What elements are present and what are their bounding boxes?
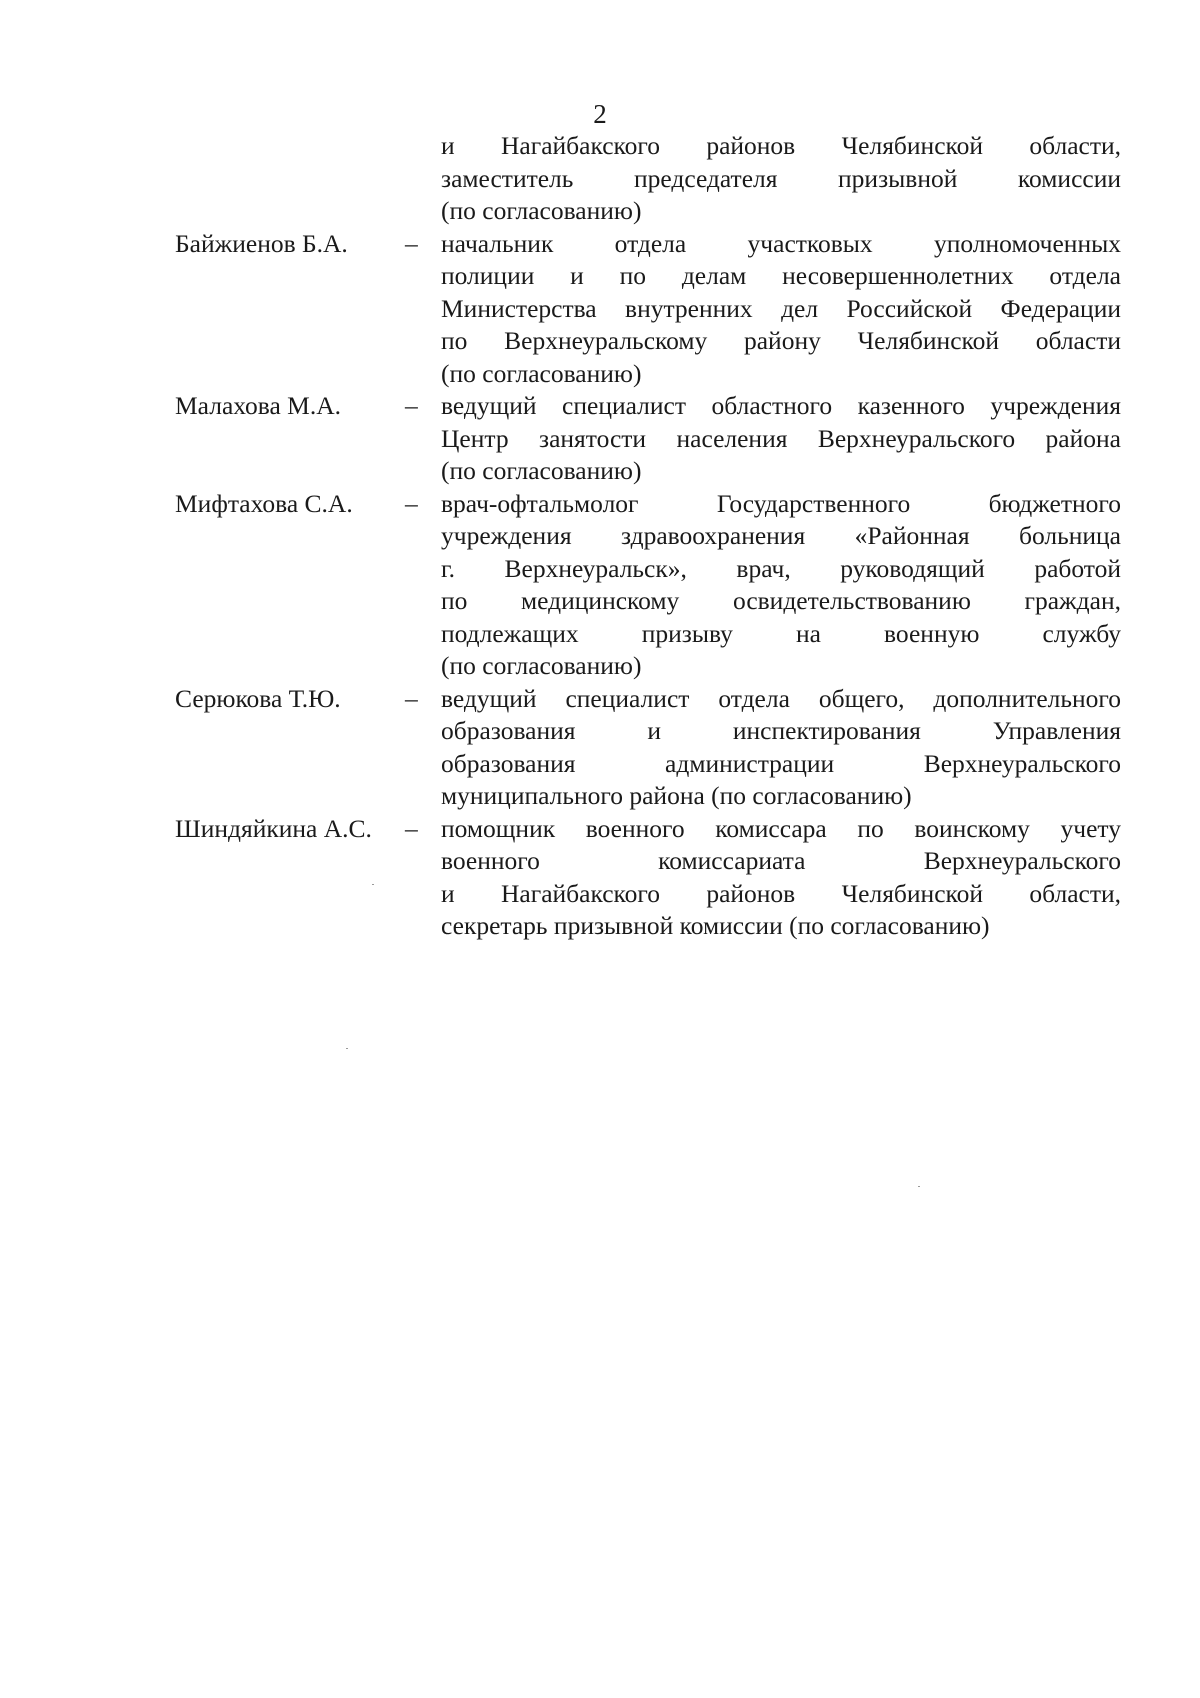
position-line: (по согласованию) <box>441 358 642 388</box>
member-position <box>441 813 1121 943</box>
commission-members-list <box>175 130 1125 943</box>
page-number-text: 2 <box>593 99 607 129</box>
member-entry <box>175 488 1125 683</box>
scan-speck <box>346 1048 348 1049</box>
member-position <box>441 228 1121 391</box>
position-line: секретарь призывной комиссии (по согласованию) <box>441 911 990 940</box>
position-line: г. Верхнеуральск», врач, руководящий работой <box>441 553 1121 583</box>
entry-continuation <box>175 130 1125 228</box>
scan-speck <box>372 884 374 885</box>
position-line: образования администрации Верхнеуральского <box>441 748 1121 778</box>
dash-separator: – <box>405 488 418 518</box>
page-number <box>0 98 1200 130</box>
position-line: врач-офтальмолог Государственного бюджетного <box>441 488 1121 518</box>
member-name: Мифтахова С.А. <box>175 488 353 518</box>
position-line: (по согласованию) <box>441 651 642 680</box>
member-name: Серюкова Т.Ю. <box>175 683 341 713</box>
member-position <box>441 488 1121 683</box>
position-line: и Нагайбакского районов Челябинской области, <box>441 878 1121 908</box>
position-line: (по согласованию) <box>441 196 642 225</box>
member-entry <box>175 813 1125 943</box>
position-line: заместитель председателя призывной комиссии <box>441 163 1121 193</box>
member-entry <box>175 228 1125 391</box>
dash-separator: – <box>405 683 418 713</box>
member-entry <box>175 390 1125 488</box>
position-line: ведущий специалист отдела общего, дополнительного <box>441 683 1121 713</box>
member-position <box>441 390 1121 488</box>
member-name: Байжиенов Б.А. <box>175 228 348 258</box>
member-name: Малахова М.А. <box>175 391 342 420</box>
member-position <box>441 130 1121 228</box>
position-line: образования и инспектирования Управления <box>441 716 1121 745</box>
position-line: подлежащих призыву на военную службу <box>441 618 1121 648</box>
position-line: Центр занятости населения Верхнеуральского района <box>441 423 1121 453</box>
position-line: Министерства внутренних дел Российской Федерации <box>441 293 1121 323</box>
position-line: начальник отдела участковых уполномоченных <box>441 228 1121 258</box>
position-line: ведущий специалист областного казенного учреждения <box>441 391 1121 420</box>
member-position <box>441 683 1121 813</box>
position-line: военного комиссариата Верхнеуральского <box>441 846 1121 875</box>
position-line: и Нагайбакского районов Челябинской области, <box>441 131 1121 160</box>
position-line: учреждения здравоохранения «Районная больница <box>441 521 1121 550</box>
member-name: Шиндяйкина А.С. <box>175 813 372 843</box>
position-line: (по согласованию) <box>441 456 642 485</box>
scan-speck <box>918 1186 920 1187</box>
position-line: муниципального района (по согласованию) <box>441 781 912 810</box>
position-line: по Верхнеуральскому району Челябинской области <box>441 326 1121 355</box>
position-line: полиции и по делам несовершеннолетних отдела <box>441 261 1121 290</box>
dash-separator: – <box>405 391 418 420</box>
dash-separator: – <box>405 813 418 843</box>
position-line: помощник военного комиссара по воинскому учету <box>441 813 1121 843</box>
member-entry <box>175 683 1125 813</box>
position-line: по медицинскому освидетельствованию граждан, <box>441 586 1121 615</box>
dash-separator: – <box>405 228 418 258</box>
